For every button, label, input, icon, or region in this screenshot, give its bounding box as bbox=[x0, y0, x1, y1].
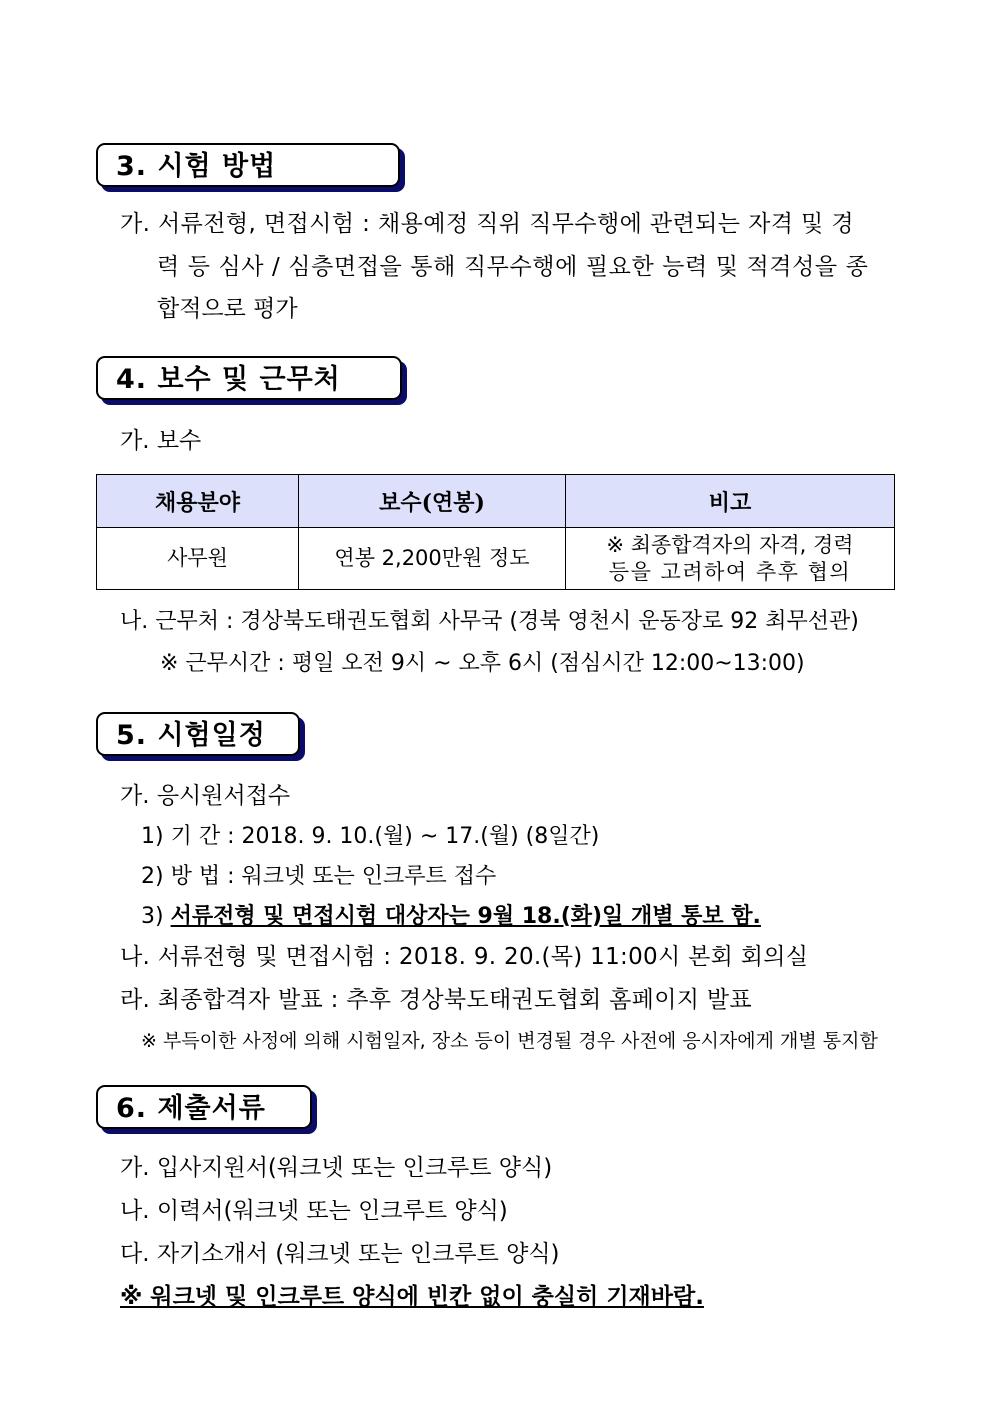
sec6-item-b: 나. 이력서(워크넷 또는 인크루트 양식) bbox=[120, 1198, 508, 1224]
section-5-heading: 5. 시험일정 bbox=[96, 712, 300, 756]
sec6-item-c: 다. 자기소개서 (워크넷 또는 인크루트 양식) bbox=[120, 1241, 560, 1267]
table-header-row bbox=[97, 475, 895, 528]
sec5-item-b: 나. 서류전형 및 면접시험 : 2018. 9. 20.(목) 11:00시 본회 회의실 bbox=[120, 944, 809, 970]
sec3-item-a-line2: 력 등 심사 / 심층면접을 통해 직무수행에 필요한 능력 및 적격성을 종 bbox=[157, 254, 869, 280]
cell-note bbox=[566, 528, 895, 590]
sec5-sub3 bbox=[141, 902, 761, 932]
sec5-sub3-number: 3) bbox=[141, 904, 164, 929]
table-row bbox=[97, 528, 895, 590]
header-salary: 보수(연봉) bbox=[299, 475, 566, 528]
salary-table bbox=[96, 474, 895, 590]
sec3-item-a-line3: 합적으로 평가 bbox=[157, 296, 298, 322]
section-4-heading: 4. 보수 및 근무처 bbox=[96, 356, 402, 400]
sec4-item-b: 나. 근무처 : 경상북도태권도협회 사무국 (경북 영천시 운동장로 92 최무선관) bbox=[120, 609, 859, 634]
cell-note-line1: ※ 최종합격자의 자격, 경력 bbox=[606, 532, 854, 557]
sec5-sub2: 2) 방 법 : 워크넷 또는 인크루트 접수 bbox=[141, 864, 497, 889]
cell-salary: 연봉 2,200만원 정도 bbox=[299, 528, 566, 590]
sec4-hours: ※ 근무시간 : 평일 오전 9시 ~ 오후 6시 (점심시간 12:00~13:00) bbox=[160, 651, 805, 676]
header-field: 채용분야 bbox=[97, 475, 299, 528]
sec3-item-a-line1: 가. 서류전형, 면접시험 : 채용예정 직위 직무수행에 관련되는 자격 및 경 bbox=[120, 211, 854, 237]
sec5-note: ※ 부득이한 사정에 의해 시험일자, 장소 등이 변경될 경우 사전에 응시자에게 개별 통지함 bbox=[141, 1030, 878, 1052]
sec5-item-a: 가. 응시원서접수 bbox=[120, 783, 291, 809]
sec5-sub1: 1) 기 간 : 2018. 9. 10.(월) ~ 17.(월) (8일간) bbox=[141, 824, 600, 849]
sec4-item-a: 가. 보수 bbox=[120, 428, 202, 454]
sec5-sub3-notice: 서류전형 및 면접시험 대상자는 9월 18.(화)일 개별 통보 함. bbox=[170, 904, 761, 929]
cell-field: 사무원 bbox=[97, 528, 299, 590]
header-note: 비고 bbox=[566, 475, 895, 528]
sec6-note: ※ 워크넷 및 인크루트 양식에 빈칸 없이 충실히 기재바람. bbox=[120, 1284, 704, 1310]
section-3-heading: 3. 시험 방법 bbox=[96, 143, 400, 187]
cell-note-line2: 등을 고려하여 추후 협의 bbox=[608, 559, 852, 584]
sec6-item-a: 가. 입사지원서(워크넷 또는 인크루트 양식) bbox=[120, 1155, 553, 1181]
sec5-item-c: 라. 최종합격자 발표 : 추후 경상북도태권도협회 홈페이지 발표 bbox=[120, 987, 752, 1013]
section-6-heading: 6. 제출서류 bbox=[96, 1085, 312, 1129]
